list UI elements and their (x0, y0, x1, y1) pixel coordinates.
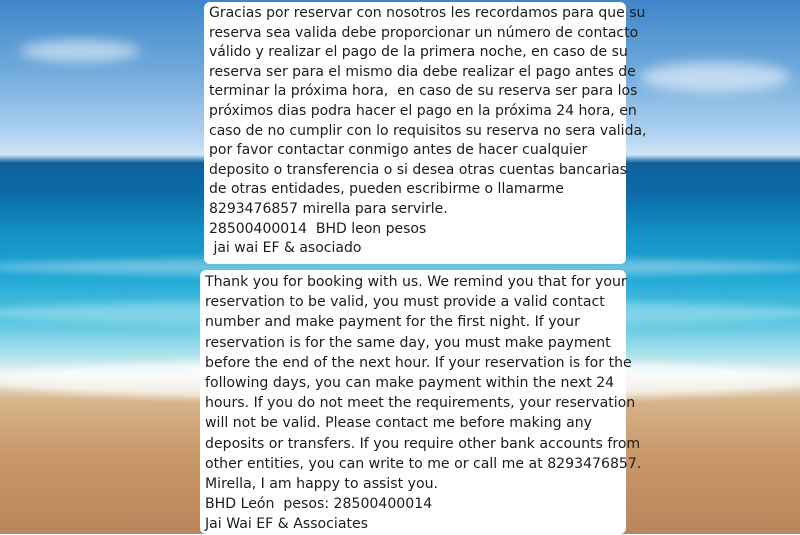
message-line: 28500400014 BHD leon pesos (209, 220, 427, 237)
message-line: reservation is for the same day, you must make payment (205, 334, 611, 351)
message-line: válido y realizar el pago de la primera noche, en caso de su (209, 44, 628, 61)
message-bubble-english (200, 270, 642, 534)
message-line: terminar la próxima hora, en caso de su reserva ser para los (209, 83, 638, 100)
message-line: hours. If you do not meet the requirements, your reservation (205, 395, 636, 412)
message-line: Mirella, I am happy to assist you. (205, 476, 439, 493)
message-line: number and make payment for the first night. If your (205, 314, 580, 331)
message-line: 8293476857 mirella para servirle. (209, 200, 448, 217)
message-line: deposito o transferencia o si desea otras cuentas bancarias (209, 161, 627, 178)
message-line: Jai Wai EF & Associates (205, 516, 369, 533)
message-bubble-spanish (204, 2, 647, 264)
message-line: BHD León pesos: 28500400014 (205, 496, 433, 513)
message-line: deposits or transfers. If you require other bank accounts from (205, 435, 641, 452)
message-line: de otras entidades, pueden escribirme o llamarme (209, 181, 564, 198)
cloud (20, 40, 140, 62)
message-line: Gracias por reservar con nosotros les recordamos para que su (209, 5, 646, 21)
message-line: will not be valid. Please contact me before making any (205, 415, 592, 432)
message-line: jai wai EF & asociado (209, 240, 362, 257)
message-line: Thank you for booking with us. We remind you that for your (205, 274, 627, 290)
message-line: por favor contactar conmigo antes de hacer cualquier (209, 142, 588, 159)
message-line: caso de no cumplir con lo requisitos su reserva no sera valida, (209, 122, 647, 139)
message-line: reservation to be valid, you must provide a valid contact (205, 294, 605, 311)
message-line: próximos dias podra hacer el pago en la próxima 24 hora, en (209, 102, 637, 119)
message-line: reserva ser para el mismo dia debe realizar el pago antes de (209, 63, 636, 80)
message-line: before the end of the next hour. If your reservation is for the (205, 354, 632, 371)
message-line: other entities, you can write to me or call me at 8293476857. (205, 455, 642, 472)
message-line: following days, you can make payment within the next 24 (205, 375, 615, 392)
cloud (640, 62, 790, 92)
message-line: reserva sea valida debe proporcionar un número de contacto (209, 24, 639, 41)
